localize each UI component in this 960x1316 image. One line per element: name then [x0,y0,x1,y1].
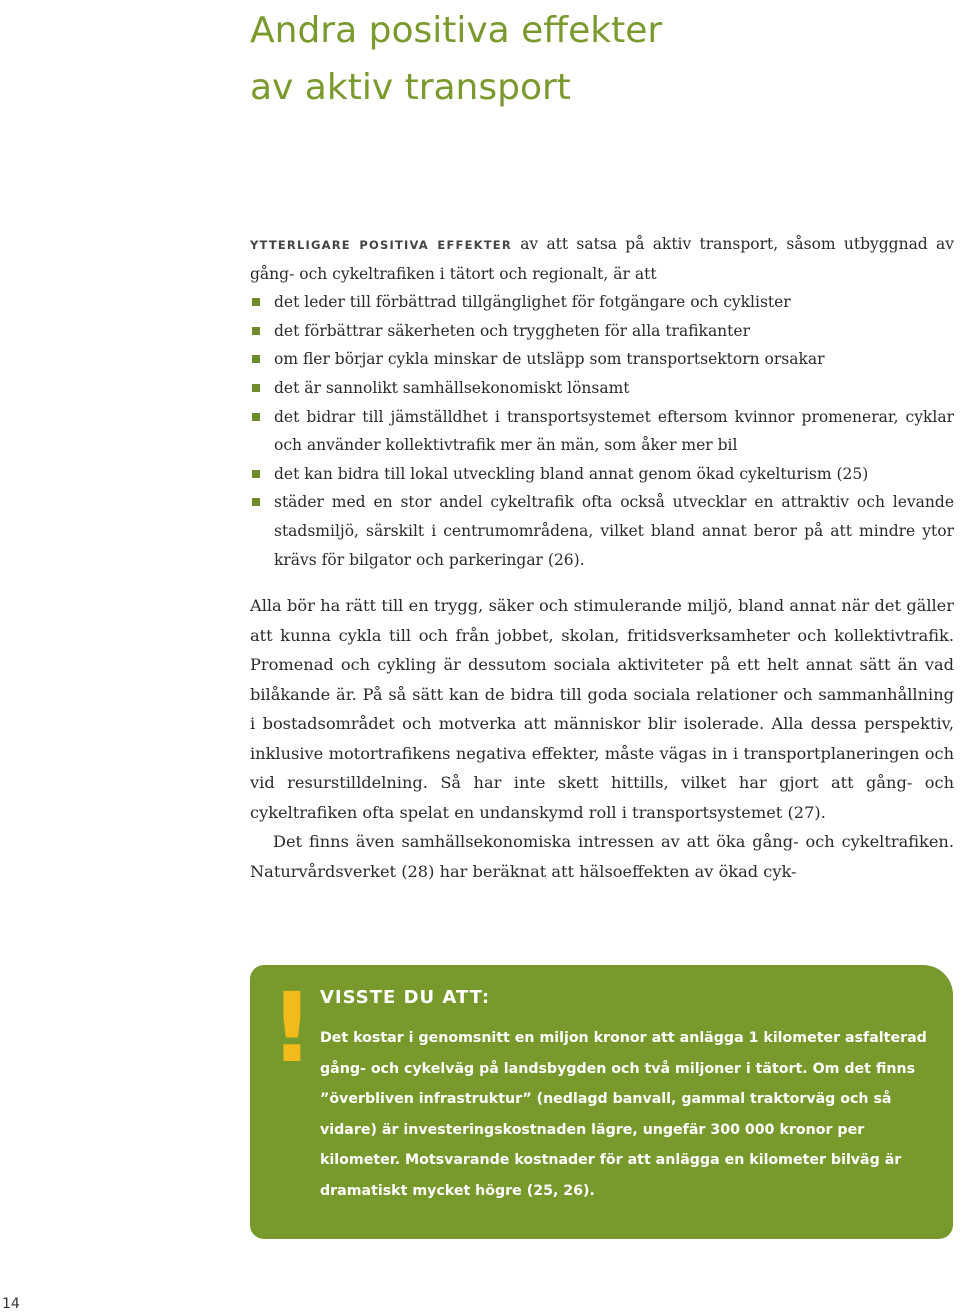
page-title-line-2: av aktiv transport [250,67,571,108]
exclamation-icon: ! [270,972,314,1084]
page-number: 14 [2,1296,20,1312]
benefits-list [250,288,954,574]
list-item: det bidrar till jämställdhet i transportsystemet eftersom kvinnor promenerar, cyklar och använder kollektivtrafik mer än män, som åker mer bil [250,403,954,460]
list-item: städer med en stor andel cykeltrafik ofta också utvecklar en attraktiv och levande stadsmiljö, särskilt i centrumområdena, vilket bland annat beror på att mindre ytor krävs för bilgator och parkeringar (26). [250,488,954,574]
list-item: om fler börjar cykla minskar de utsläpp som transportsektorn orsakar [250,345,954,374]
intro-paragraph [250,230,954,288]
page-title-line-1: Andra positiva effekter [250,10,663,51]
intro-text: av att satsa på aktiv transport, såsom utbyggnad av gång- och cykeltrafiken i tätort och regionalt, är att [250,235,954,283]
intro-section [250,230,954,574]
intro-lead: YTTERLIGARE POSITIVA EFFEKTER [250,238,512,252]
page-title [250,2,662,116]
list-item: det kan bidra till lokal utveckling bland annat genom ökad cykelturism (25) [250,460,954,489]
body-text [250,591,954,886]
list-item: det förbättrar säkerheten och tryggheten för alla trafikanter [250,317,954,346]
list-item: det är sannolikt samhällsekonomiskt lönsamt [250,374,954,403]
body-paragraph-2: Det finns även samhällsekonomiska intressen av att öka gång- och cykeltrafiken. Naturvårdsverket (28) har beräknat att hälsoeffekten av ökad cyk- [250,832,954,881]
did-you-know-box [250,965,953,1239]
list-item: det leder till förbättrad tillgänglighet för fotgängare och cyklister [250,288,954,317]
callout-text: Det kostar i genomsnitt en miljon kronor att anlägga 1 kilometer asfalterad gång- och cykelväg på landsbygden och två miljoner i tätort. Om det finns ”överbliven infrastruktur” (nedlagd banvall, gammal traktorväg och så vidare) är investeringskostnaden lägre, ungefär 300 000 kronor per kilometer. Motsvarande kostnader för att anlägga en kilometer bilväg är dramatiskt mycket högre (25, 26). [320,1030,927,1199]
callout-heading: VISSTE DU ATT: [320,987,491,1008]
body-paragraph-1: Alla bör ha rätt till en trygg, säker och stimulerande miljö, bland annat när det gäller att kunna cykla till och från jobbet, skolan, fritidsverksamheter och kollektivtrafik. Promenad och cykling är dessutom sociala aktiviteter på ett helt annat sätt än vad bilåkande är. På så sätt kan de bidra till goda sociala relationer och sammanhållning i bostadsområdet och motverka att människor blir isolerade. Alla dessa perspektiv, inklusive motortrafikens negativa effekter, måste vägas in i transportplaneringen och vid resurstilldelning. Så har inte skett hittills, vilket har gjort att gång- och cykeltrafiken ofta spelat en undanskymd roll i transportsystemet (27). [250,596,954,822]
